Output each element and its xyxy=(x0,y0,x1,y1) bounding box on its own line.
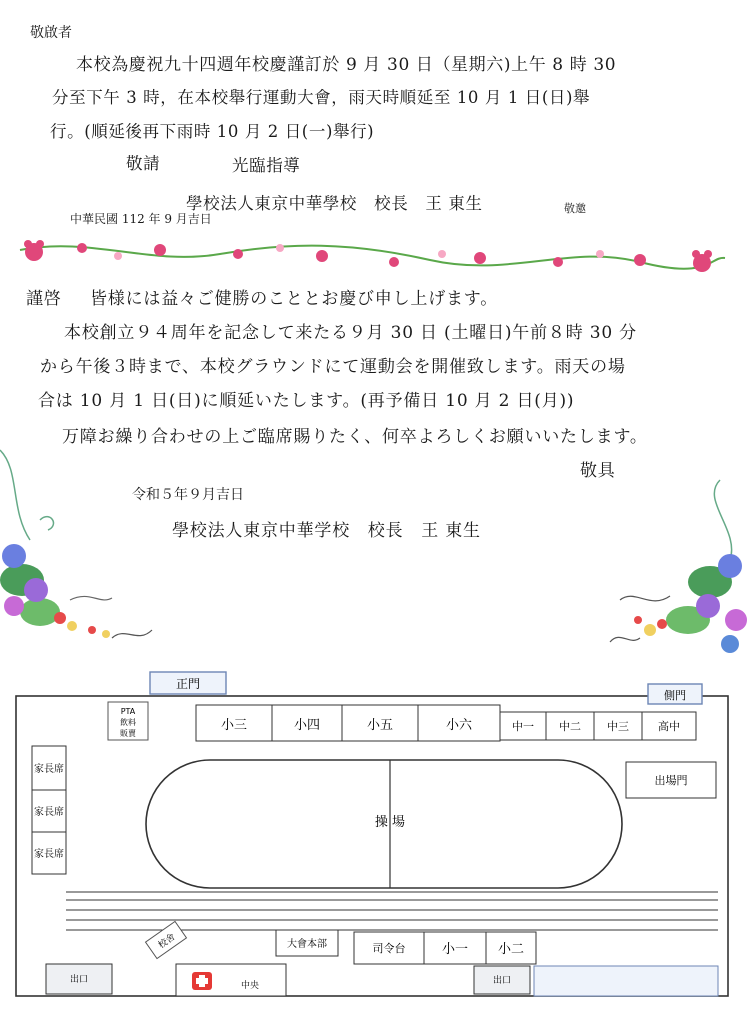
chinese-signature: 學校法人東京中華學校 校長 王 東生 xyxy=(186,194,483,213)
side-gate-label: 側門 xyxy=(664,689,686,702)
venue-map xyxy=(0,660,752,1000)
chinese-body-line2: 分至下午 3 時，在本校舉行運動大會，雨天時順延至 10 月 1 日(日)舉 xyxy=(52,88,591,107)
japanese-signature: 學校法人東京中華学校 校長 王 東生 xyxy=(172,521,481,541)
class-label: 小二 xyxy=(497,942,525,957)
parent-seat-label: 家長席 xyxy=(34,764,64,775)
hq-booth xyxy=(276,930,338,956)
parent-seat-label: 家長席 xyxy=(34,807,64,818)
flowers-right-decoration xyxy=(590,470,752,670)
first-aid-station xyxy=(176,964,286,996)
chinese-date: 中華民國 112 年 9 月吉日 xyxy=(70,212,212,226)
class-label: 小四 xyxy=(293,718,321,733)
class-label: 小六 xyxy=(445,718,473,733)
bottom-mid-label: 出口 xyxy=(492,976,512,986)
diagonal-sign xyxy=(146,921,187,958)
class-label: 小五 xyxy=(366,718,394,733)
bottom-row xyxy=(354,932,536,964)
class-label: 中三 xyxy=(607,720,629,733)
class-label: 中二 xyxy=(559,720,581,733)
japanese-closing: 敬具 xyxy=(580,461,616,481)
pta-booth xyxy=(108,702,148,740)
japanese-date: 令和５年９月吉日 xyxy=(132,487,244,503)
first-aid-label: 中央 xyxy=(240,981,260,991)
page-footer xyxy=(0,1004,752,1024)
main-gate xyxy=(150,672,226,694)
japanese-body-line3: から午後３時まで、本校グラウンドにて運動会を開催致します。雨天の場 xyxy=(40,357,626,377)
commander-label: 司令台 xyxy=(372,942,406,955)
field-label: 操 場 xyxy=(374,815,406,830)
flower-garland-divider xyxy=(10,236,730,276)
bottom-mid-building xyxy=(474,966,530,994)
main-gate-label: 正門 xyxy=(175,677,201,691)
parent-seat-label: 家長席 xyxy=(34,849,64,860)
japanese-body-line4: 合は 10 月 1 日(日)に順延いたします。(再予備日 10 月 2 日(月)) xyxy=(38,391,575,411)
chinese-body-line1: 本校為慶祝九十四週年校慶謹訂於 9 月 30 日（星期六)上午 8 時 30 xyxy=(76,55,617,75)
flowers-left-decoration xyxy=(0,430,160,660)
sports-field xyxy=(146,760,622,888)
chinese-signature-suffix: 敬邀 xyxy=(564,202,586,215)
class-label: 小三 xyxy=(220,718,248,733)
bottom-right-building xyxy=(534,966,718,996)
class-label: 高中 xyxy=(658,720,680,733)
chinese-salutation: 敬啟者 xyxy=(30,25,72,41)
bear-left-icon xyxy=(24,240,44,261)
diagonal-sign-label: 校舍 xyxy=(156,932,178,951)
top-class-row xyxy=(196,705,696,741)
class-label: 中一 xyxy=(512,720,534,733)
japanese-body-line2: 本校創立９４周年を記念して来たる９月 30 日 (土曜日)午前８時 30 分 xyxy=(64,323,637,343)
chinese-body-line3: 行。(順延後再下雨時 10 月 2 日(一)舉行) xyxy=(50,122,375,141)
hq-label: 大會本部 xyxy=(287,939,327,950)
japanese-body-line1: 皆様には益々ご健勝のこととお慶び申し上げます。 xyxy=(90,289,499,309)
parent-seats xyxy=(32,746,66,874)
japanese-body-line5: 万障お繰り合わせの上ご臨席賜りたく、何卒よろしくお願いいたします。 xyxy=(62,427,648,447)
side-gate xyxy=(648,684,702,704)
bottom-left-building xyxy=(46,964,112,994)
exit-gate xyxy=(626,762,716,798)
pta-label-2: 飲料 xyxy=(120,718,136,727)
bottom-left-label: 出口 xyxy=(69,975,89,985)
japanese-opening: 謹啓 xyxy=(26,289,62,309)
pta-label-3: 販賣 xyxy=(120,729,136,738)
exit-gate-label: 出場門 xyxy=(654,774,688,787)
class-label: 小一 xyxy=(441,942,469,957)
chinese-invite-attend: 光臨指導 xyxy=(232,156,301,175)
chinese-invite-please: 敬請 xyxy=(126,154,161,173)
track-lines xyxy=(66,892,718,930)
pta-label-1: PTA xyxy=(120,707,136,716)
